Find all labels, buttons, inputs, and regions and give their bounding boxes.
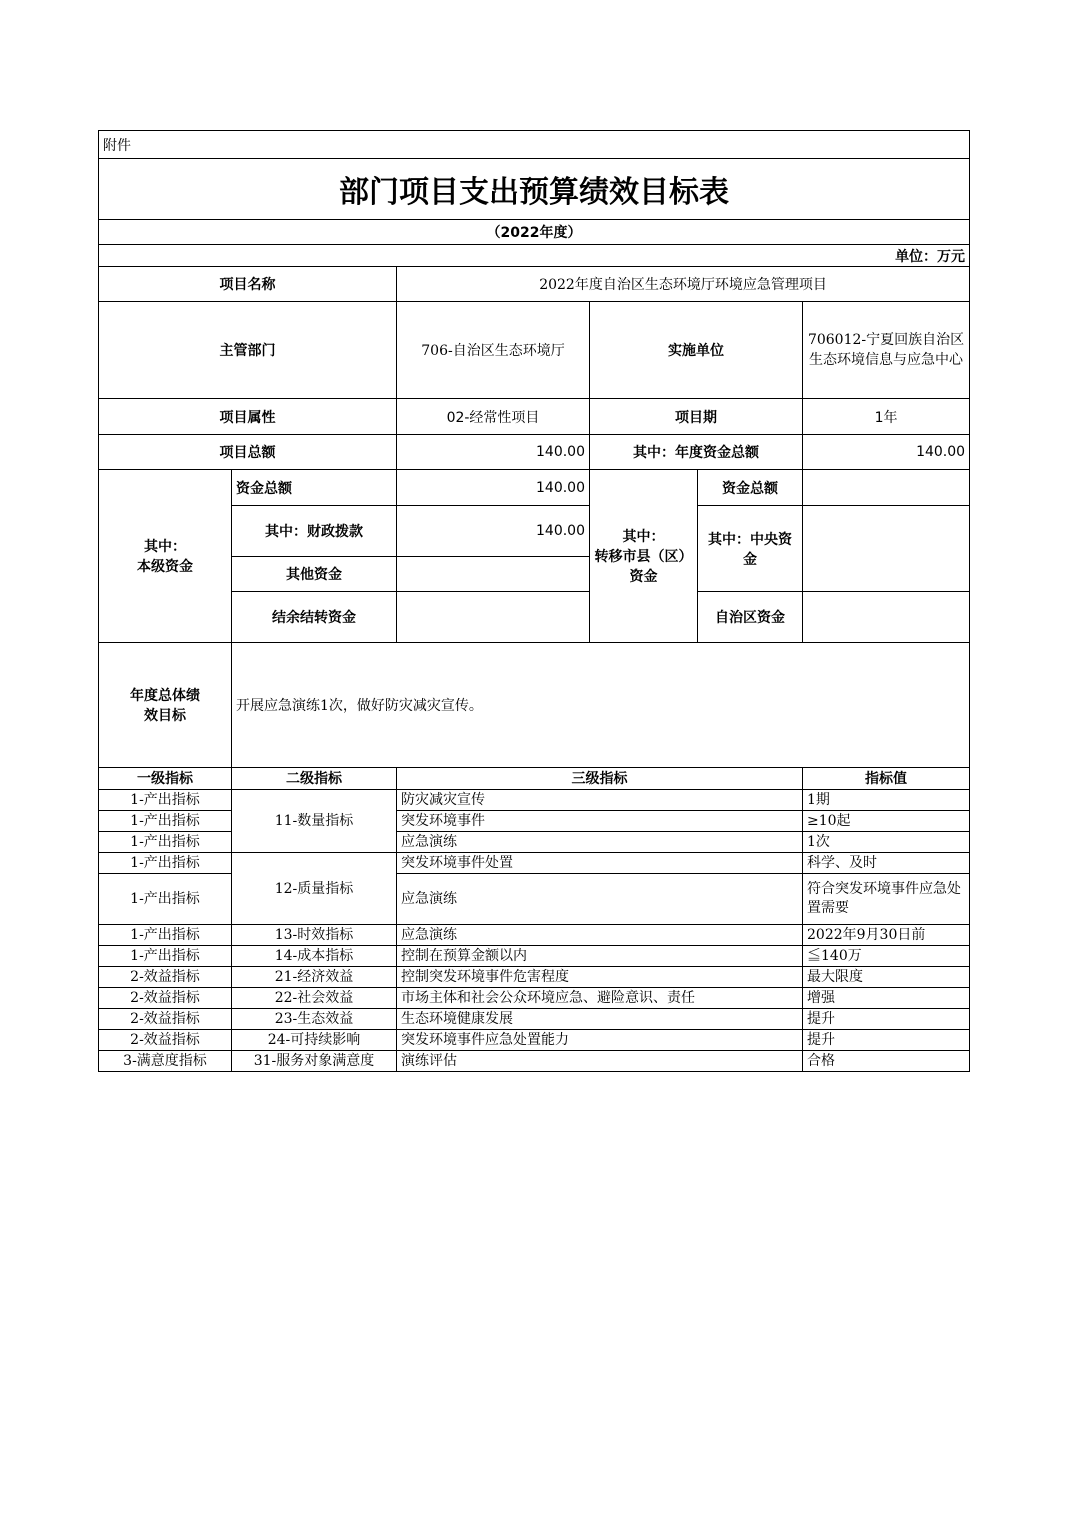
attr-label: 项目属性 [99,399,397,435]
level2-cell: 21-经济效益 [232,967,397,988]
level1-cell: 1-产出指标 [99,790,232,811]
level1-cell: 3-满意度指标 [99,1051,232,1072]
level2-cell: 11-数量指标 [232,790,397,853]
year-label: （2022年度） [99,220,970,245]
central-value [803,506,970,592]
period-label: 项目期 [590,399,803,435]
t-total-value [803,470,970,506]
level1-cell: 2-效益指标 [99,967,232,988]
level3-cell: 突发环境事件处置 [397,853,803,874]
value-cell: ≥10起 [803,811,970,832]
table-row [99,1009,970,1030]
value-cell: 1次 [803,832,970,853]
table-row [99,967,970,988]
level3-cell: 应急演练 [397,832,803,853]
t-total-label: 资金总额 [698,470,803,506]
region-value [803,592,970,643]
level2-cell: 13-时效指标 [232,925,397,946]
header-l1: 一级指标 [99,768,232,790]
attr-value: 02-经常性项目 [397,399,590,435]
level3-cell: 控制突发环境事件危害程度 [397,967,803,988]
unit-label: 单位：万元 [99,245,970,267]
project-name-value: 2022年度自治区生态环境厅环境应急管理项目 [397,267,970,302]
carry-label: 结余结转资金 [232,592,397,643]
other-label: 其他资金 [232,557,397,592]
total-label: 项目总额 [99,435,397,470]
performance-table [98,130,970,1072]
table-row [99,1030,970,1051]
fiscal-label: 其中：财政拨款 [232,506,397,557]
region-label: 自治区资金 [698,592,803,643]
table-row [99,832,970,853]
dept-value: 706-自治区生态环境厅 [397,302,590,399]
table-row [99,988,970,1009]
level1-cell: 2-效益指标 [99,1030,232,1051]
table-row [99,811,970,832]
total-value: 140.00 [397,435,590,470]
transfer-funds-label: 其中： 转移市县（区）资金 [590,470,698,643]
level1-cell: 1-产出指标 [99,811,232,832]
table-row [99,946,970,967]
level1-cell: 1-产出指标 [99,832,232,853]
level1-cell: 2-效益指标 [99,988,232,1009]
level3-cell: 市场主体和社会公众环境应急、避险意识、责任 [397,988,803,1009]
local-funds-label: 其中： 本级资金 [99,470,232,643]
project-name-label: 项目名称 [99,267,397,302]
table-row [99,853,970,874]
value-cell: 增强 [803,988,970,1009]
level2-cell: 22-社会效益 [232,988,397,1009]
value-cell: 符合突发环境事件应急处置需要 [803,874,970,925]
table-row [99,874,970,925]
level3-cell: 突发环境事件 [397,811,803,832]
level3-cell: 防灾减灾宣传 [397,790,803,811]
level3-cell: 应急演练 [397,925,803,946]
period-value: 1年 [803,399,970,435]
header-l2: 二级指标 [232,768,397,790]
funds-total-label: 资金总额 [232,470,397,506]
level1-cell: 1-产出指标 [99,946,232,967]
goal-label: 年度总体绩效目标 [99,643,232,768]
level3-cell: 突发环境事件应急处置能力 [397,1030,803,1051]
table-row [99,925,970,946]
level3-cell: 演练评估 [397,1051,803,1072]
level3-cell: 控制在预算金额以内 [397,946,803,967]
level2-cell: 24-可持续影响 [232,1030,397,1051]
fiscal-value: 140.00 [397,506,590,557]
attachment-label: 附件 [99,131,970,159]
level1-cell: 1-产出指标 [99,925,232,946]
value-cell: 提升 [803,1030,970,1051]
annual-label: 其中：年度资金总额 [590,435,803,470]
value-cell: 最大限度 [803,967,970,988]
budget-sheet [98,130,969,1072]
table-row [99,1051,970,1072]
level2-cell: 12-质量指标 [232,853,397,925]
value-cell: 合格 [803,1051,970,1072]
header-l3: 三级指标 [397,768,803,790]
level2-cell: 31-服务对象满意度 [232,1051,397,1072]
annual-value: 140.00 [803,435,970,470]
value-cell: 提升 [803,1009,970,1030]
level2-cell: 23-生态效益 [232,1009,397,1030]
funds-total-value: 140.00 [397,470,590,506]
level3-cell: 生态环境健康发展 [397,1009,803,1030]
level1-cell: 1-产出指标 [99,874,232,925]
value-cell: ≦140万 [803,946,970,967]
dept-label: 主管部门 [99,302,397,399]
goal-text: 开展应急演练1次，做好防灾减灾宣传。 [232,643,970,768]
other-value [397,557,590,592]
value-cell: 1期 [803,790,970,811]
table-row [99,790,970,811]
level2-cell: 14-成本指标 [232,946,397,967]
level1-cell: 2-效益指标 [99,1009,232,1030]
impl-value: 706012-宁夏回族自治区生态环境信息与应急中心 [803,302,970,399]
value-cell: 科学、及时 [803,853,970,874]
level1-cell: 1-产出指标 [99,853,232,874]
page-title: 部门项目支出预算绩效目标表 [99,159,970,220]
header-value: 指标值 [803,768,970,790]
value-cell: 2022年9月30日前 [803,925,970,946]
level3-cell: 应急演练 [397,874,803,925]
central-label: 其中：中央资金 [698,506,803,592]
carry-value [397,592,590,643]
impl-label: 实施单位 [590,302,803,399]
